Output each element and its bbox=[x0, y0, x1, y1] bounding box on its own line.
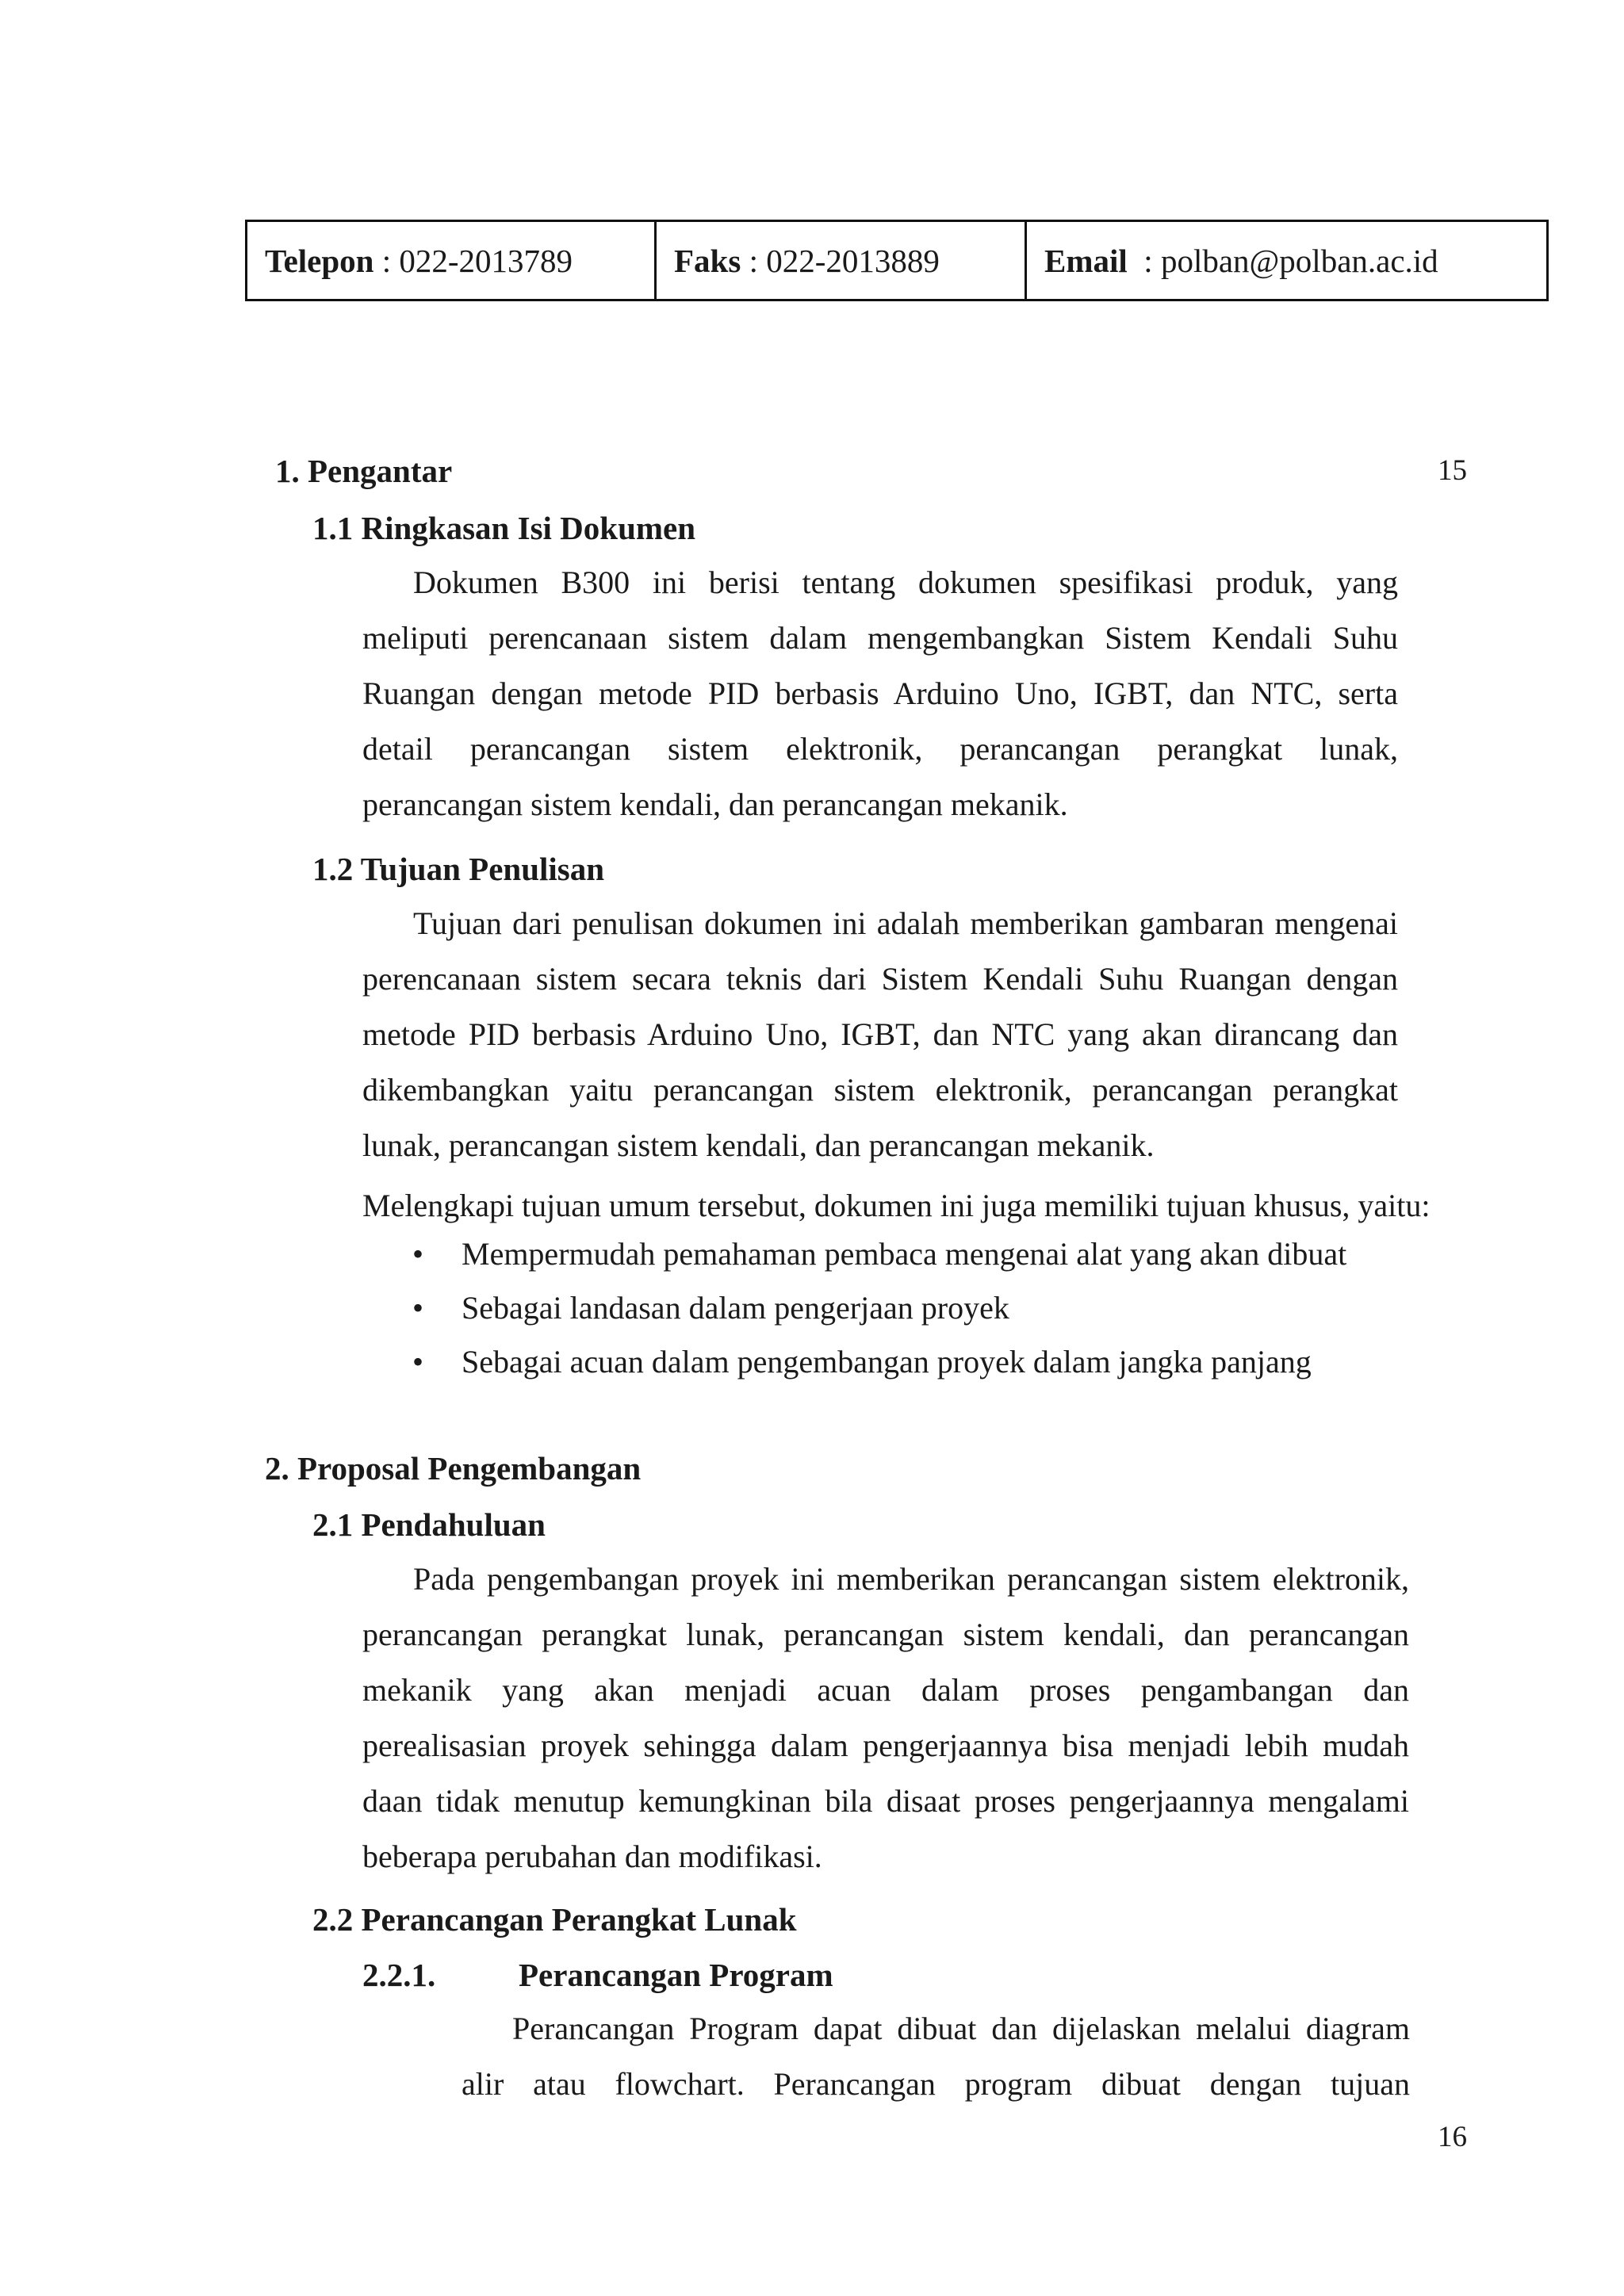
paragraph-line: perealisasian proyek sehingga dalam pengerjaannya bisa menjadi lebih mudah bbox=[362, 1728, 1409, 1763]
paragraph-line: Pada pengembangan proyek ini memberikan perancangan sistem elektronik, bbox=[413, 1561, 1409, 1597]
email-cell bbox=[1025, 222, 1546, 299]
paragraph-line: perancangan perangkat lunak, perancangan sistem kendali, dan perancangan bbox=[362, 1617, 1409, 1652]
list-item-text: Mempermudah pemahaman pembaca mengenai alat yang akan dibuat bbox=[462, 1236, 1347, 1272]
fax-label: Faks bbox=[674, 242, 741, 279]
phone-value: 022-2013789 bbox=[399, 242, 573, 279]
list-item bbox=[412, 1227, 1346, 1281]
section-2-1-heading: 2.1 Pendahuluan bbox=[312, 1506, 546, 1543]
section-1-1-heading: 1.1 Ringkasan Isi Dokumen bbox=[312, 510, 696, 546]
paragraph-line: Perancangan Program dapat dibuat dan dijelaskan melalui diagram bbox=[512, 2011, 1410, 2046]
section-2-2-1-number: 2.2.1. bbox=[362, 1957, 436, 1993]
paragraph-line: dikembangkan yaitu perancangan sistem elektronik, perancangan perangkat bbox=[362, 1072, 1398, 1108]
paragraph-line: Dokumen B300 ini berisi tentang dokumen spesifikasi produk, yang bbox=[413, 564, 1398, 600]
fax-separator: : bbox=[741, 242, 767, 279]
paragraph-line: perancangan sistem kendali, dan perancangan mekanik. bbox=[362, 786, 1068, 822]
section-2-heading: 2. Proposal Pengembangan bbox=[265, 1450, 642, 1487]
objectives-intro: Melengkapi tujuan umum tersebut, dokumen ini juga memiliki tujuan khusus, yaitu: bbox=[362, 1188, 1431, 1223]
fax-cell bbox=[654, 222, 1025, 299]
section-1-2-paragraph bbox=[362, 896, 1398, 1173]
section-1-heading: 1. Pengantar bbox=[275, 453, 453, 489]
contact-table bbox=[245, 220, 1549, 301]
paragraph-line: detail perancangan sistem elektronik, perancangan perangkat lunak, bbox=[362, 731, 1398, 767]
bullet-icon: • bbox=[412, 1290, 424, 1326]
section-2-1-paragraph bbox=[362, 1552, 1409, 1885]
email-separator: : bbox=[1127, 242, 1161, 279]
list-item-text: Sebagai acuan dalam pengembangan proyek dalam jangka panjang bbox=[462, 1344, 1312, 1380]
paragraph-line: Tujuan dari penulisan dokumen ini adalah memberikan gambaran mengenai bbox=[413, 905, 1398, 941]
paragraph-line: perencanaan sistem secara teknis dari Sistem Kendali Suhu Ruangan dengan bbox=[362, 961, 1398, 997]
fax-value: 022-2013889 bbox=[766, 242, 940, 279]
phone-separator: : bbox=[373, 242, 400, 279]
phone-cell bbox=[247, 222, 654, 299]
paragraph-line: mekanik yang akan menjadi acuan dalam proses pengambangan dan bbox=[362, 1672, 1409, 1708]
list-item bbox=[412, 1281, 1346, 1335]
paragraph-line: lunak, perancangan sistem kendali, dan perancangan mekanik. bbox=[362, 1127, 1155, 1163]
email-value: polban@polban.ac.id bbox=[1160, 242, 1438, 279]
paragraph-line: metode PID berbasis Arduino Uno, IGBT, dan NTC yang akan dirancang dan bbox=[362, 1016, 1398, 1052]
section-1-2-heading: 1.2 Tujuan Penulisan bbox=[312, 851, 605, 887]
bullet-icon: • bbox=[412, 1344, 424, 1380]
page-number-bottom: 16 bbox=[1438, 2121, 1467, 2153]
paragraph-line: Ruangan dengan metode PID berbasis Arduino Uno, IGBT, dan NTC, serta bbox=[362, 675, 1398, 711]
phone-label: Telepon bbox=[265, 242, 374, 279]
list-item-text: Sebagai landasan dalam pengerjaan proyek bbox=[462, 1290, 1009, 1326]
page-number-top: 15 bbox=[1438, 454, 1467, 487]
section-2-2-1-heading: Perancangan Program bbox=[519, 1957, 833, 1993]
bullet-icon: • bbox=[412, 1236, 424, 1272]
paragraph-line: alir atau flowchart. Perancangan program dibuat dengan tujuan bbox=[462, 2066, 1410, 2102]
paragraph-line: daan tidak menutup kemungkinan bila disaat proses pengerjaannya mengalami bbox=[362, 1783, 1409, 1819]
section-2-2-heading: 2.2 Perancangan Perangkat Lunak bbox=[312, 1901, 797, 1938]
objectives-list bbox=[412, 1227, 1346, 1389]
section-1-1-paragraph bbox=[362, 555, 1398, 832]
paragraph-line: meliputi perencanaan sistem dalam mengembangkan Sistem Kendali Suhu bbox=[362, 620, 1398, 656]
email-label: Email bbox=[1044, 242, 1128, 279]
list-item bbox=[412, 1335, 1346, 1389]
section-2-2-1-paragraph bbox=[462, 2001, 1410, 2112]
paragraph-line: beberapa perubahan dan modifikasi. bbox=[362, 1839, 822, 1874]
